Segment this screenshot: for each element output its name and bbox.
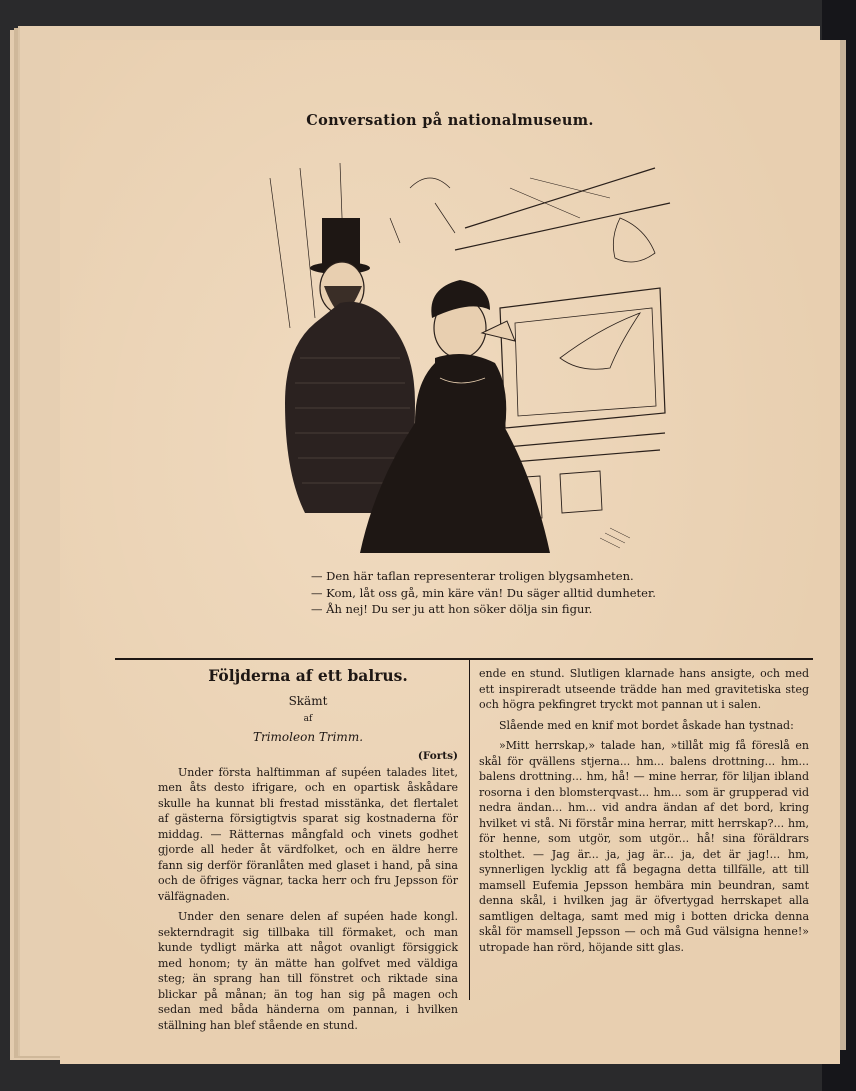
- illustration-couple-at-museum: [260, 158, 680, 588]
- article-subtitle: Skämt: [288, 693, 328, 708]
- caption-line: — Åh nej! Du ser ju att hon söker dölja sin figur.: [311, 602, 593, 616]
- article-column-right: [479, 666, 809, 960]
- column-divider: [469, 660, 470, 1000]
- article-byline-af: af: [303, 714, 313, 724]
- magazine-page: [60, 40, 840, 1064]
- article-column-left: [158, 666, 458, 1038]
- article-paragraph: Under den senare delen af supéen hade kongl. sekterndragit sig tillbaka till förmaket, och man kunde tydligt märka att något ovanligt försiggick med honom; ty än mätte han golfvet med väldiga steg; än sprang han till fönstret och riktade sina blickar på månan; än tog han sig på magen och sedan med båda händerna om pannan, i hvilken ställning han blef stående en stund.: [158, 910, 458, 1032]
- caption-line: — Kom, låt oss gå, min käre vän! Du säger alltid dumheter.: [311, 585, 656, 600]
- caption-line: — Den här taflan representerar troligen blygsamheten.: [311, 569, 634, 583]
- continued-marker: (Forts): [417, 750, 458, 762]
- section-divider: [115, 658, 813, 660]
- article-paragraph: ende en stund. Slutligen klarnade hans ansigte, och med ett inspireradt utseende trädde han med gravitetiska steg och högra pekfingret tryckt mot pannan ut i salen.: [479, 667, 809, 711]
- article-paragraph: Under första halftimman af supéen talades litet, men åts desto ifrigare, och en opartisk åskådare skulle ha kunnat bli frestad misstänka, det flertalet af gästerna försigtigtvis sparat sig kostnaderna för middag. — Rätternas mångfald och vinets godhet gjorde all heder åt värdfolket, och en äldre herre fann sig derför föranlåten med glaset i hand, på sina och de öfriges vägnar, tacka herr och fru Jepsson för välfägnaden.: [158, 765, 458, 903]
- page-title: Conversation på nationalmuseum.: [306, 112, 594, 129]
- illustration-caption: [285, 568, 705, 618]
- article-title: Följderna af ett balrus.: [208, 666, 408, 685]
- article-author: Trimoleon Trimm.: [252, 729, 364, 744]
- article-paragraph: Slående med en knif mot bordet åskade han tystnad:: [499, 718, 794, 732]
- article-paragraph: »Mitt herrskap,» talade han, »tillåt mig få föreslå en skål för qvällens stjerna... hm... balens drottning... hm... balens drottning... hm, hå! — mine herrar, för liljan ibland rosorna i den blomsterqvast... hm... som är grupperad vid nedra ändan... hm... vid andra ändan af det bord, kring hvilket vi stå. Ni förstår mina herrar, mitt herrskap?... hm, för henne, som utgör, som utgör... hå! sina föräldrars stolthet. — Jag är... ja, jag är... ja, det är jag!... hm, synnerligen lycklig att få begagna detta tillfälle, att till mamsell Eufemia Jepsson hembära min beundran, samt denna skål, i hvilken jag är öfvertygad herrskapet alla samtligen deltaga, samt med mig i botten dricka denna skål för mamsell Jepsson — och må Gud välsigna henne!» utropade han rörd, höjande sitt glas.: [479, 739, 809, 954]
